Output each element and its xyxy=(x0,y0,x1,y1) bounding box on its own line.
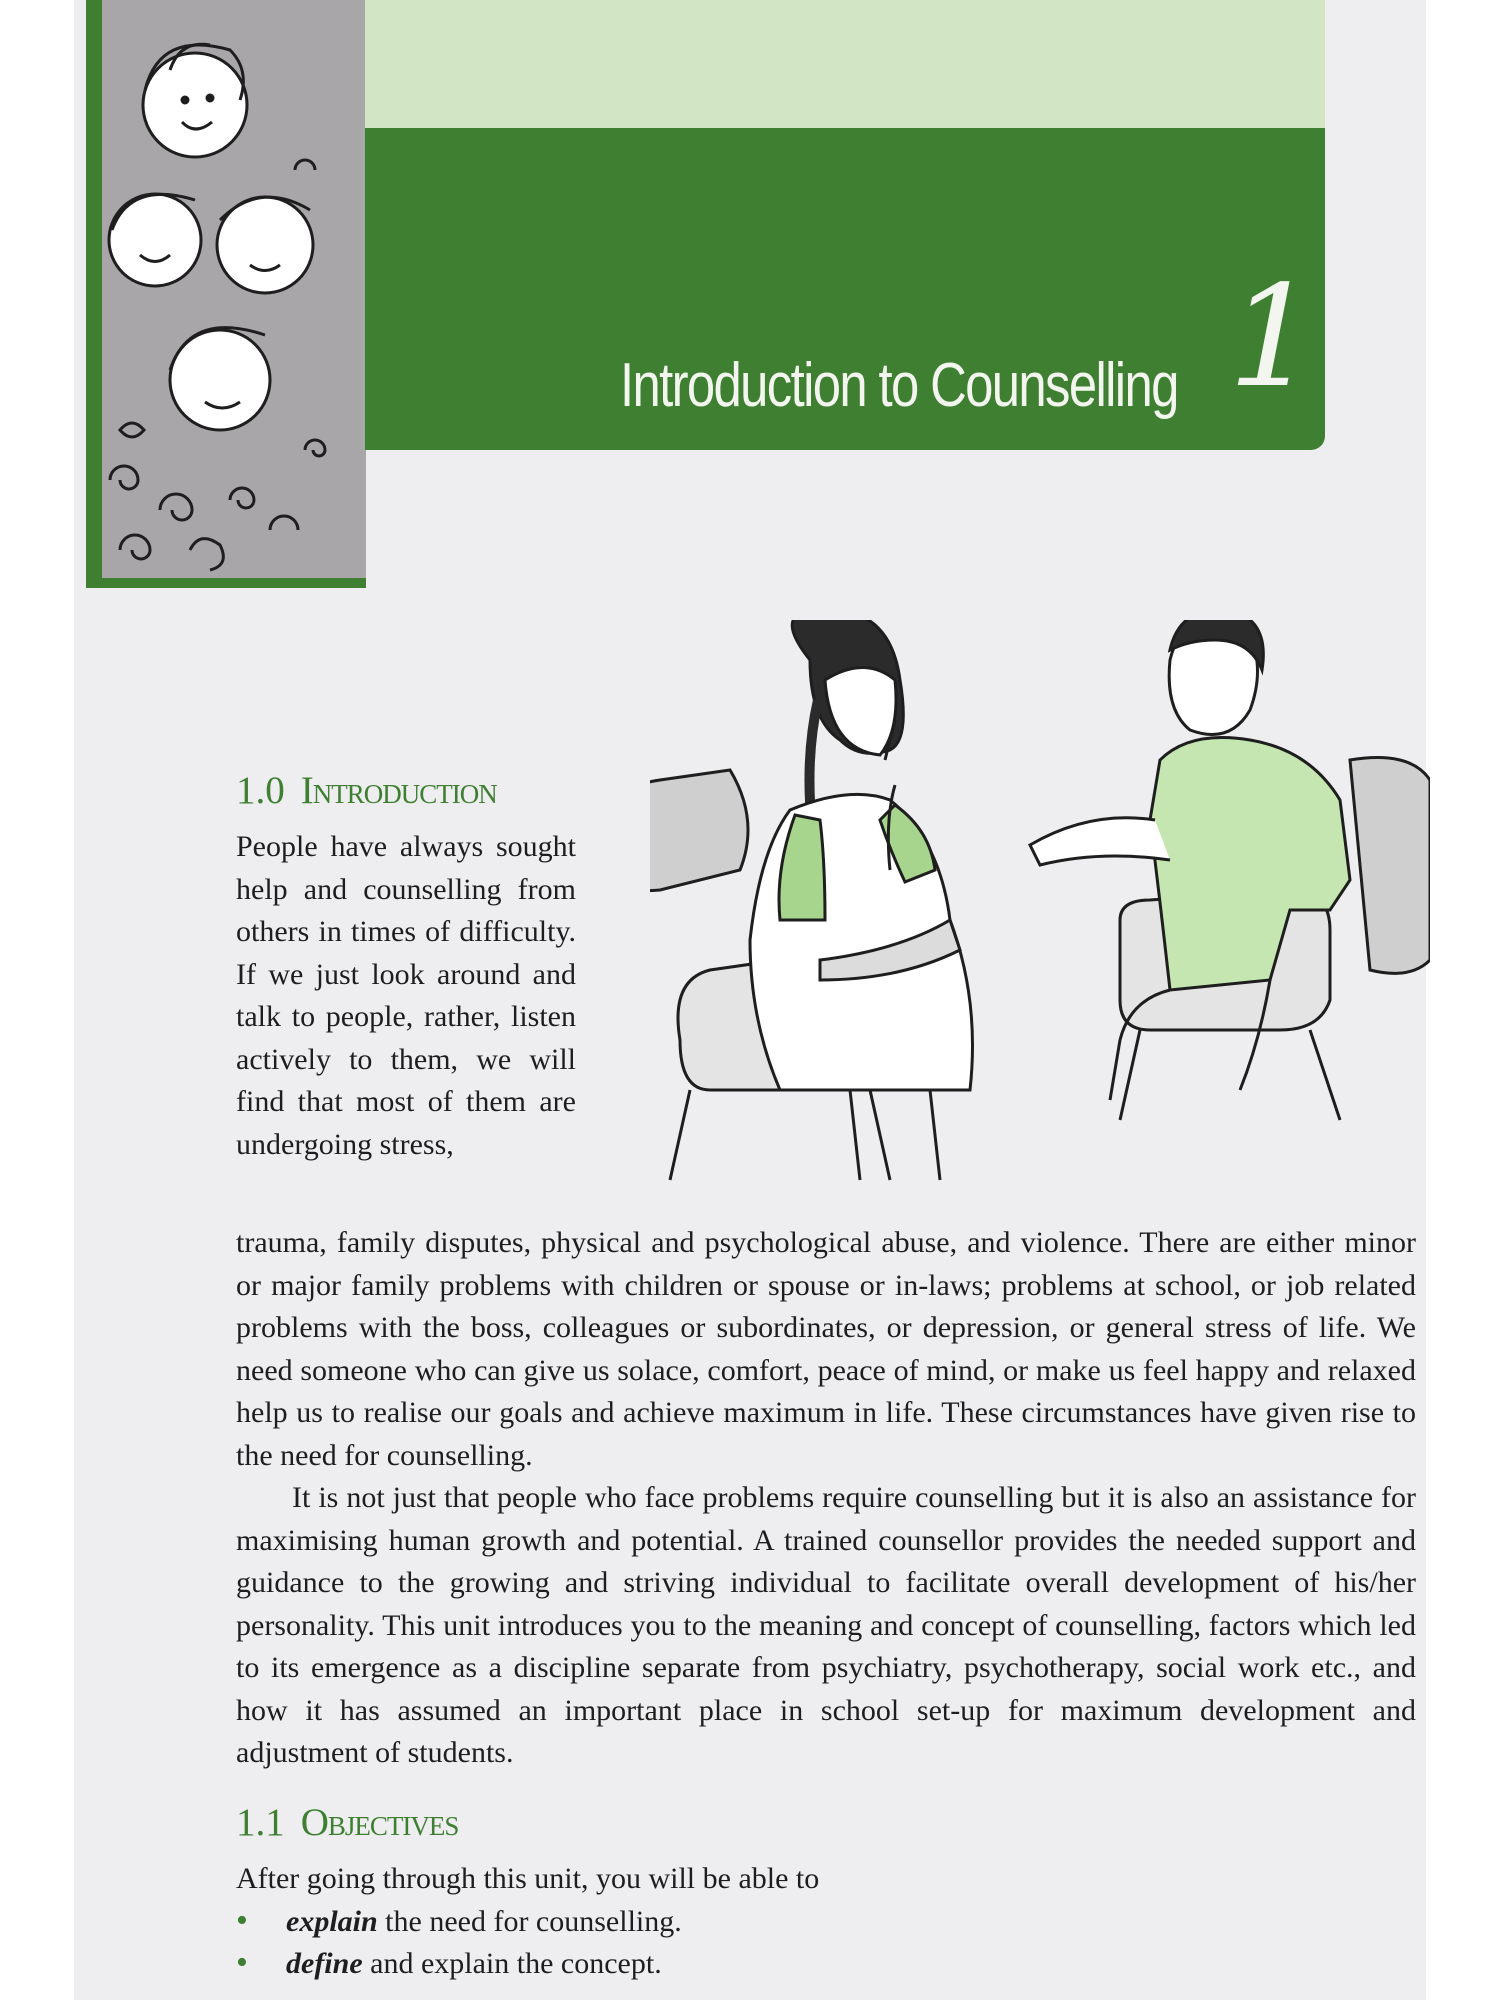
children-faces-doodle-icon xyxy=(100,10,340,580)
bullet-icon: • xyxy=(236,1944,248,1981)
objectives-intro: After going through this unit, you will be able to xyxy=(236,1862,820,1895)
objective-verb: define xyxy=(286,1947,363,1980)
intro-second-paragraph: It is not just that people who face problems require counselling but it is also an assistance for maximising human growth and potential. A trained counsellor provides the needed support and guidance to the growing and striving individual to facilitate overall development of his/her personality. This unit introduces you to the meaning and concept of counselling, factors which led to its emergence as a discipline separate from psychiatry, psychotherapy, social work etc., and how it has assumed an important place in school set-up for maximum development and adjustment of students. xyxy=(236,1481,1416,1769)
intro-lead-paragraph: People have always sought help and counselling from others in times of difficulty. If we just look around and talk to people, rather, listen actively to them, we will find that most of them are undergoing stress, xyxy=(236,830,576,1161)
intro-continued-paragraph: trauma, family disputes, physical and psychological abuse, and violence. There are either minor or major family problems with children or spouse or in-laws; problems at school, or job related problems with the boss, colleagues or subordinates, or depression, or general stress of life. We need someone who can give us solace, comfort, peace of mind, or make us feel happy and relaxed help us to realise our goals and achieve maximum in life. These circumstances have given rise to the need for counselling. xyxy=(236,1226,1416,1472)
objective-text: and explain the concept. xyxy=(362,1947,662,1980)
section-number: 1.0 xyxy=(236,769,285,812)
chapter-title: Introduction to Counselling xyxy=(620,351,1178,420)
list-item xyxy=(236,1900,682,1942)
section-number: 1.1 xyxy=(236,1801,285,1844)
chapter-number: 1 xyxy=(1228,256,1318,419)
section-title: Objectives xyxy=(300,1801,459,1844)
objectives-list xyxy=(236,1900,682,1984)
section-heading-objectives xyxy=(236,1800,458,1845)
counsellor-and-student-illustration-icon xyxy=(650,620,1430,1210)
section-title: Introduction xyxy=(300,769,497,812)
section-heading-introduction xyxy=(236,768,497,813)
header-band-light xyxy=(365,0,1325,128)
objective-verb: explain xyxy=(286,1905,378,1938)
objective-text: the need for counselling. xyxy=(377,1905,682,1938)
list-item xyxy=(236,1942,682,1984)
bullet-icon: • xyxy=(236,1902,248,1939)
